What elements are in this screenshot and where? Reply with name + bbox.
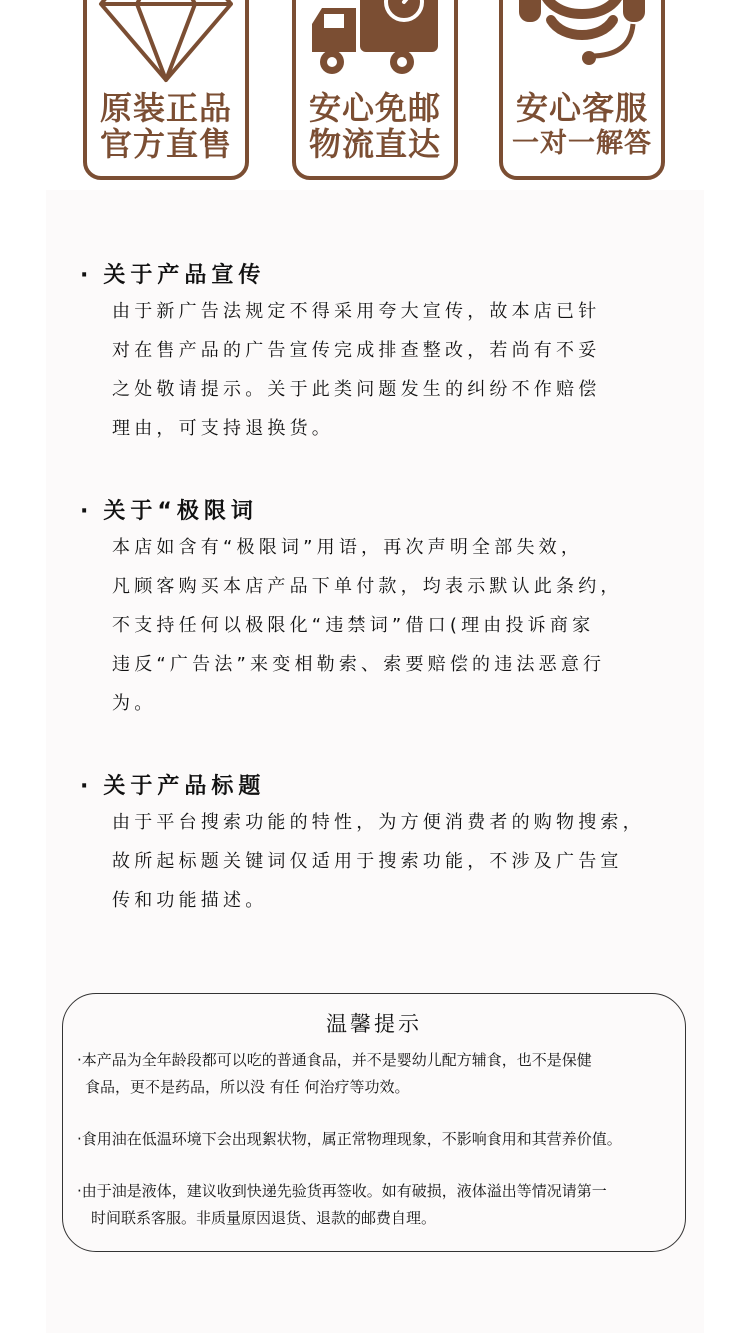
badge-line2: 物流直达	[308, 125, 441, 163]
headset-icon	[503, 0, 661, 84]
badge-authentic	[83, 0, 249, 180]
notice-item: ·由于油是液体，建议收到快递先验货再签收。如有破损，液体溢出等情况请第一 时间联系客服。非质量原因退货、退款的邮费自理。	[77, 1182, 607, 1227]
delivery-truck-icon	[296, 0, 454, 84]
warm-notice-box	[62, 993, 686, 1252]
notice-item: ·食用油在低温环境下会出现絮状物，属正常物理现象，不影响食用和其营养价值。	[77, 1130, 622, 1148]
section-text-product-title: 由于平台搜索功能的特性，为方便消费者的购物搜索， 故所起标题关键词仅适用于搜索功能，不涉及广告宣 传和功能描述。	[112, 812, 645, 911]
badge-line2: 一对一解答	[512, 128, 652, 159]
diamond-icon	[87, 0, 245, 84]
badge-customer-service	[499, 0, 665, 180]
badge-line1: 安心客服	[515, 89, 648, 127]
section-text-extreme-words: 本店如含有“极限词”用语，再次声明全部失效， 凡顾客购买本店产品下单付款，均表示默认此条约， 不支持任何以极限化“违禁词”借口(理由投诉商家 违反“广告法”来变相勒索、索要赔偿的违法恶意行 为。	[112, 537, 623, 714]
section-text-promotion: 由于新广告法规定不得采用夸大宣传，故本店已针 对在售产品的广告宣传完成排查整改，若尚有不妥 之处敬请提示。关于此类问题发生的纠纷不作赔偿 理由，可支持退换货。	[112, 301, 601, 439]
section-title-promotion: · 关于产品宣传	[80, 263, 266, 288]
badge-free-shipping	[292, 0, 458, 180]
badge-line2: 官方直售	[99, 125, 232, 163]
section-title-product-title: · 关于产品标题	[80, 774, 266, 799]
notice-title: 温馨提示	[326, 1012, 422, 1036]
badge-line1: 原装正品	[99, 89, 232, 127]
badge-line1: 安心免邮	[308, 89, 441, 127]
notice-item: ·本产品为全年龄段都可以吃的普通食品，并不是婴幼儿配方辅食，也不是保健 食品，更不是药品，所以没 有任 何治疗等功效。	[77, 1051, 592, 1096]
section-title-extreme-words: · 关于“极限词	[80, 499, 258, 524]
